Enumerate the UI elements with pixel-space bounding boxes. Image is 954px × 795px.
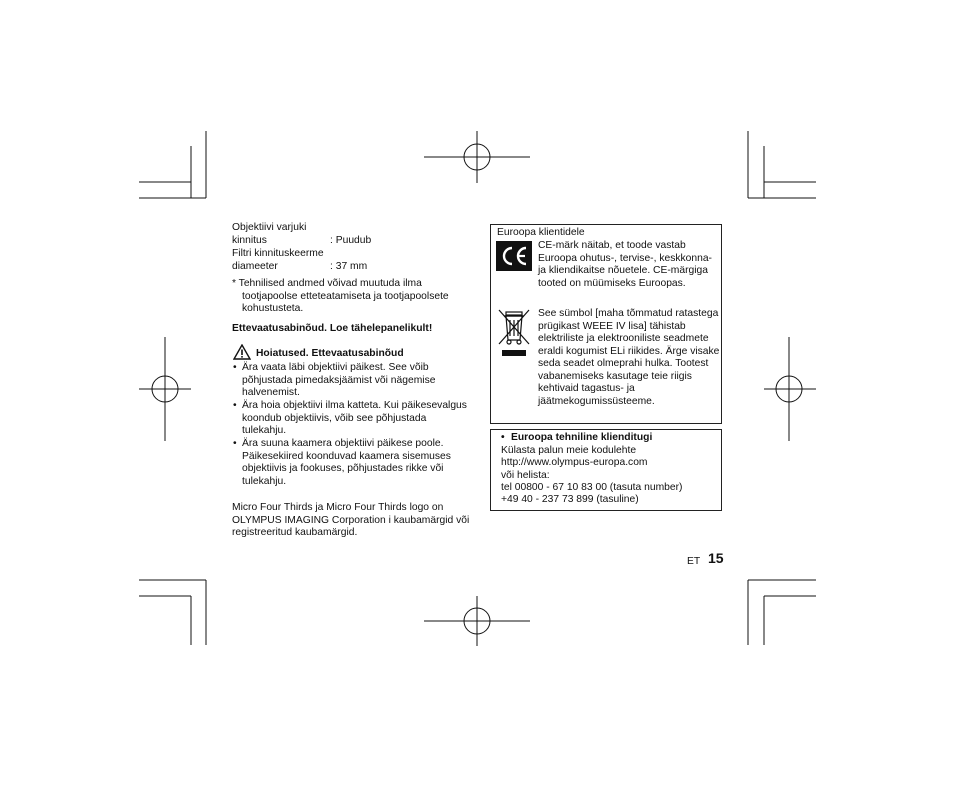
support-url: http://www.olympus-europa.com	[501, 457, 648, 468]
list-item	[232, 400, 468, 438]
support-title: Euroopa tehniline klienditugi	[511, 432, 653, 443]
language-code: ET	[687, 556, 701, 567]
bullet-text: Ära vaata läbi objektiivi päikest. See võib põhjustada pimedaksjäämist või nägemise halvenemist.	[242, 362, 436, 398]
support-phone: tel 00800 - 67 10 83 00 (tasuta number)	[501, 482, 683, 493]
warning-title: Hoiatused. Ettevaatusabinõud	[256, 348, 404, 359]
support-line: Külasta palun meie kodulehte	[501, 445, 637, 456]
spec-label: kinnitus	[232, 235, 267, 246]
page-number: 15	[708, 550, 724, 566]
europe-box-title: Euroopa klientidele	[497, 227, 585, 238]
spec-label: diameeter	[232, 261, 278, 272]
crossed-bin-icon	[496, 308, 532, 358]
list-item	[232, 438, 468, 488]
bullet-dot: •	[233, 400, 237, 411]
ce-mark-text: CE-märk näitab, et toode vastab Euroopa ohutus-, tervise-, keskkonna- ja kliendikaitse nõuetele. CE-märgiga tooted on müümiseks Euroopas.	[538, 240, 712, 289]
bullet-dot: •	[233, 438, 237, 449]
support-bullet: •	[501, 432, 505, 443]
spec-note: * Tehnilised andmed võivad muutuda ilma tootjapoolse etteteatamiseta ja tootjapoolsete kohustusteta.	[232, 278, 449, 314]
bullet-text: Ära suuna kaamera objektiivi päikese poole. Päikesekiired koonduvad kaamera sisemuses objektiivis ja fookuses, põhjustades rikke või tulekahju.	[242, 438, 451, 487]
caution-heading: Ettevaatusabinõud. Loe tähelepanelikult!	[232, 323, 433, 334]
trademark-text: Micro Four Thirds ja Micro Four Thirds logo on OLYMPUS IMAGING Corporation i kaubamärgid või registreeritud kaubamärgid.	[232, 502, 470, 538]
bullet-dot: •	[233, 362, 237, 373]
list-item	[232, 362, 468, 400]
spec-value: : 37 mm	[330, 261, 368, 272]
spec-label: Objektiivi varjuki	[232, 222, 307, 233]
bullet-text: Ära hoia objektiivi ilma katteta. Kui päikesevalgus koondub objektiivis, võib see põhjustada tulekahju.	[242, 400, 467, 436]
spec-value: : Puudub	[330, 235, 372, 246]
support-phone: +49 40 - 237 73 899 (tasuline)	[501, 494, 639, 505]
support-line: või helista:	[501, 470, 550, 481]
warning-triangle-icon	[233, 344, 251, 360]
ce-mark-icon	[496, 241, 532, 271]
weee-text: See sümbol [maha tõmmatud ratastega prügikast WEEE IV lisa] tähistab elektriliste ja elektrooniliste seadmete eraldi kogumist ELi riikides. Ärge visake seda seadet olmeprahi hulka. Tootest vabanemiseks kasutage teie riigis kehtivaid tagastus- ja jäätmekogumissüsteeme.	[538, 308, 720, 407]
spec-label: Filtri kinnituskeerme	[232, 248, 324, 259]
